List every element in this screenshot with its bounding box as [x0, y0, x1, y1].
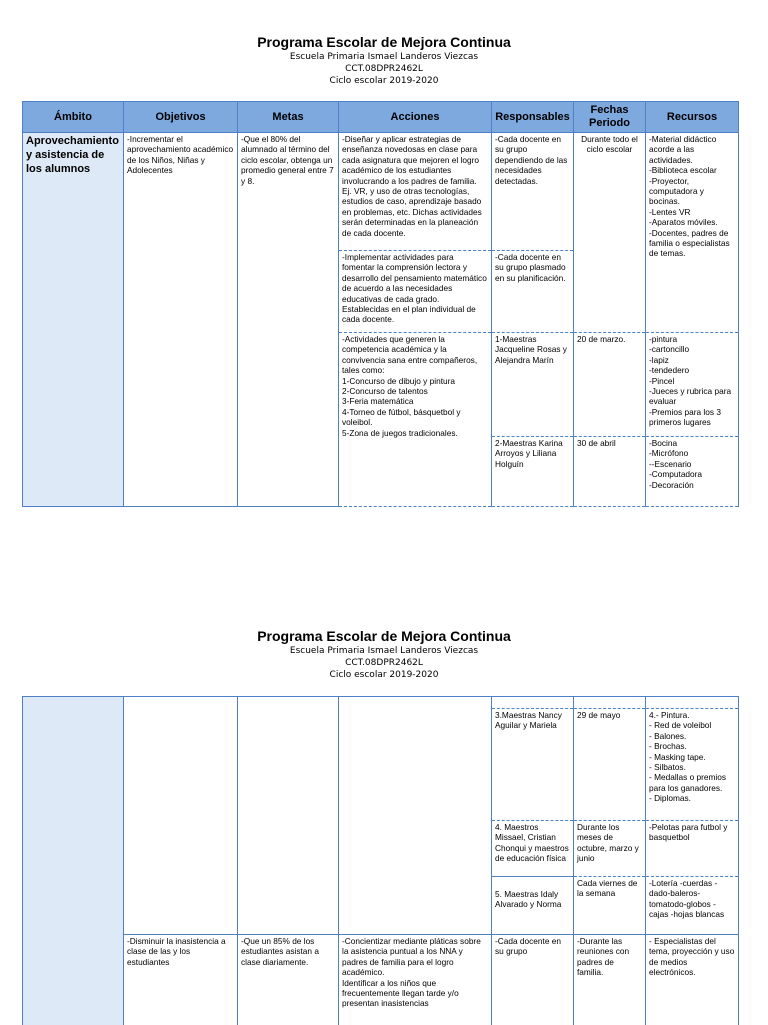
recurso-cell-1: -Material didáctico acorde a las actividades. -Biblioteca escolar -Proyector, computadora y bocinas. -Lentes VR -Aparatos móviles. -Docentes, padres de familia o especialistas de temas.: [646, 133, 739, 333]
school-name: Escuela Primaria Ismael Landeros Viezcas: [289, 52, 479, 62]
responsable-cell-3: 1-Maestras Jacqueline Rosas y Alejandra Marín: [492, 333, 574, 437]
column-header-recursos: Recursos: [646, 102, 739, 133]
recurso-cell-2: -pintura -cartoncillo -lapiz -tendedero -Pincel -Jueces y rubrica para evaluar -Premios para los 3 primeros lugares: [646, 333, 739, 437]
accion-cell-2: -Implementar actividades para fomentar la comprensión lectora y desarrollo del pensamiento matemático de acuerdo a las necesidades educativas de cada grado. Establecidas en el plan individual de cada docente.: [339, 251, 492, 333]
school-cct: CCT.08DPR2462L: [345, 64, 423, 74]
document-title-2: Programa Escolar de Mejora Continua: [257, 628, 511, 644]
responsable-cell-2: -Cada docente en su grupo plasmado en su planificación.: [492, 251, 574, 333]
responsable-spacer: [492, 697, 574, 709]
fecha-cell-5: 29 de mayo: [574, 709, 646, 821]
accion-cell-empty: [339, 697, 492, 935]
responsable-cell-4: 2-Maestras Karina Arroyos y Liliana Holguín: [492, 437, 574, 507]
recurso-cell-5: 4.- Pintura. - Red de voleibol - Balones. - Brochas. - Masking tape. - Silbatos. - Medallas o premios para los ganadores. - Diplomas.: [646, 709, 739, 821]
fecha-cell-7: Cada viernes de la semana: [574, 877, 646, 935]
accion-cell-3: -Actividades que generen la competencia académica y la convivencia sana entre compañeros, tales como: 1-Concurso de dibujo y pintura 2-Concurso de talentos 3-Feria matemática 4-Torneo de fútbol, básquetbol y voleibol. 5-Zona de juegos tradicionales.: [339, 333, 492, 507]
responsable-cell-7: 5. Maestras Idaly Alvarado y Norma: [492, 877, 574, 935]
recurso-cell-6: -Pelotas para futbol y basquetbol: [646, 821, 739, 877]
column-header-fechas: Fechas Periodo: [574, 102, 646, 133]
responsable-cell-8: -Cada docente en su grupo: [492, 935, 574, 1025]
recurso-spacer: [646, 697, 739, 709]
accion-cell-4: -Concientizar mediante pláticas sobre la asistencia puntual a los NNA y padres de familia para el logro académico. Identificar a los niños que frecuentemente llegan tarde y/o presentan inasistencias: [339, 935, 492, 1025]
column-header-acciones: Acciones: [339, 102, 492, 133]
meta-cell-empty: [238, 697, 339, 935]
accion-cell-1: -Diseñar y aplicar estrategias de enseñanza novedosas en clase para cada asignatura que mejoren el logro académico de los estudiantes involucrando a los padres de familia. Ej. VR, y uso de otras tecnologías, estudios de caso, aprendizaje basado en problemas, etc. Dichas actividades serán determinadas en la planeación de cada docente.: [339, 133, 492, 251]
document-header: [0, 34, 768, 87]
objetivo-cell: -Incrementar el aprovechamiento académico de los Niños, Niñas y Adolecentes: [124, 133, 238, 507]
objetivo-cell-empty: [124, 697, 238, 935]
responsable-cell-6: 4. Maestros Missael, Cristian Chonqui y maestros de educación física: [492, 821, 574, 877]
document-title: Programa Escolar de Mejora Continua: [257, 34, 511, 50]
fecha-cell-1: Durante todo el ciclo escolar: [574, 133, 646, 333]
ambito-cell-2: [23, 697, 124, 1025]
meta-cell: -Que el 80% del alumnado al término del ciclo escolar, obtenga un promedio general entre 7 y 8.: [238, 133, 339, 507]
school-cct-2: CCT.08DPR2462L: [345, 658, 423, 668]
ambito-text: Aprovechamiento y asistencia de los alumnos: [26, 135, 119, 175]
fecha-cell-2: 20 de marzo.: [574, 333, 646, 437]
responsable-cell-5: 3.Maestras Nancy Aguilar y Mariela: [492, 709, 574, 821]
recurso-cell-7: -Lotería -cuerdas -dado-baleros-tomatodo-globos -cajas -hojas blancas: [646, 877, 739, 935]
fecha-cell-8: -Durante las reuniones con padres de familia.: [574, 935, 646, 1025]
plan-table-1: [22, 101, 739, 507]
ambito-cell: [23, 133, 124, 507]
column-header-objetivos: Objetivos: [124, 102, 238, 133]
column-header-responsables: Responsables: [492, 102, 574, 133]
fecha-cell-3: 30 de abril: [574, 437, 646, 507]
recurso-cell-3: -Bocina -Micrófono --Escenario -Computadora -Decoración: [646, 437, 739, 507]
school-cycle-2: Ciclo escolar 2019-2020: [329, 670, 439, 680]
school-name-2: Escuela Primaria Ismael Landeros Viezcas: [289, 646, 479, 656]
plan-table-2: [22, 696, 739, 1025]
fecha-cell-6: Durante los meses de octubre, marzo y junio: [574, 821, 646, 877]
school-cycle: Ciclo escolar 2019-2020: [329, 76, 439, 86]
document-header-2: [0, 628, 768, 681]
meta-cell-2: -Que un 85% de los estudiantes asistan a clase diariamente.: [238, 935, 339, 1025]
recurso-cell-8: - Especialistas del tema, proyección y uso de medios electrónicos.: [646, 935, 739, 1025]
fecha-spacer: [574, 697, 646, 709]
objetivo-cell-2: -Disminuir la inasistencia a clase de las y los estudiantes: [124, 935, 238, 1025]
column-header-ambito: Ámbito: [23, 102, 124, 133]
column-header-metas: Metas: [238, 102, 339, 133]
responsable-cell-1: -Cada docente en su grupo dependiendo de las necesidades detectadas.: [492, 133, 574, 251]
